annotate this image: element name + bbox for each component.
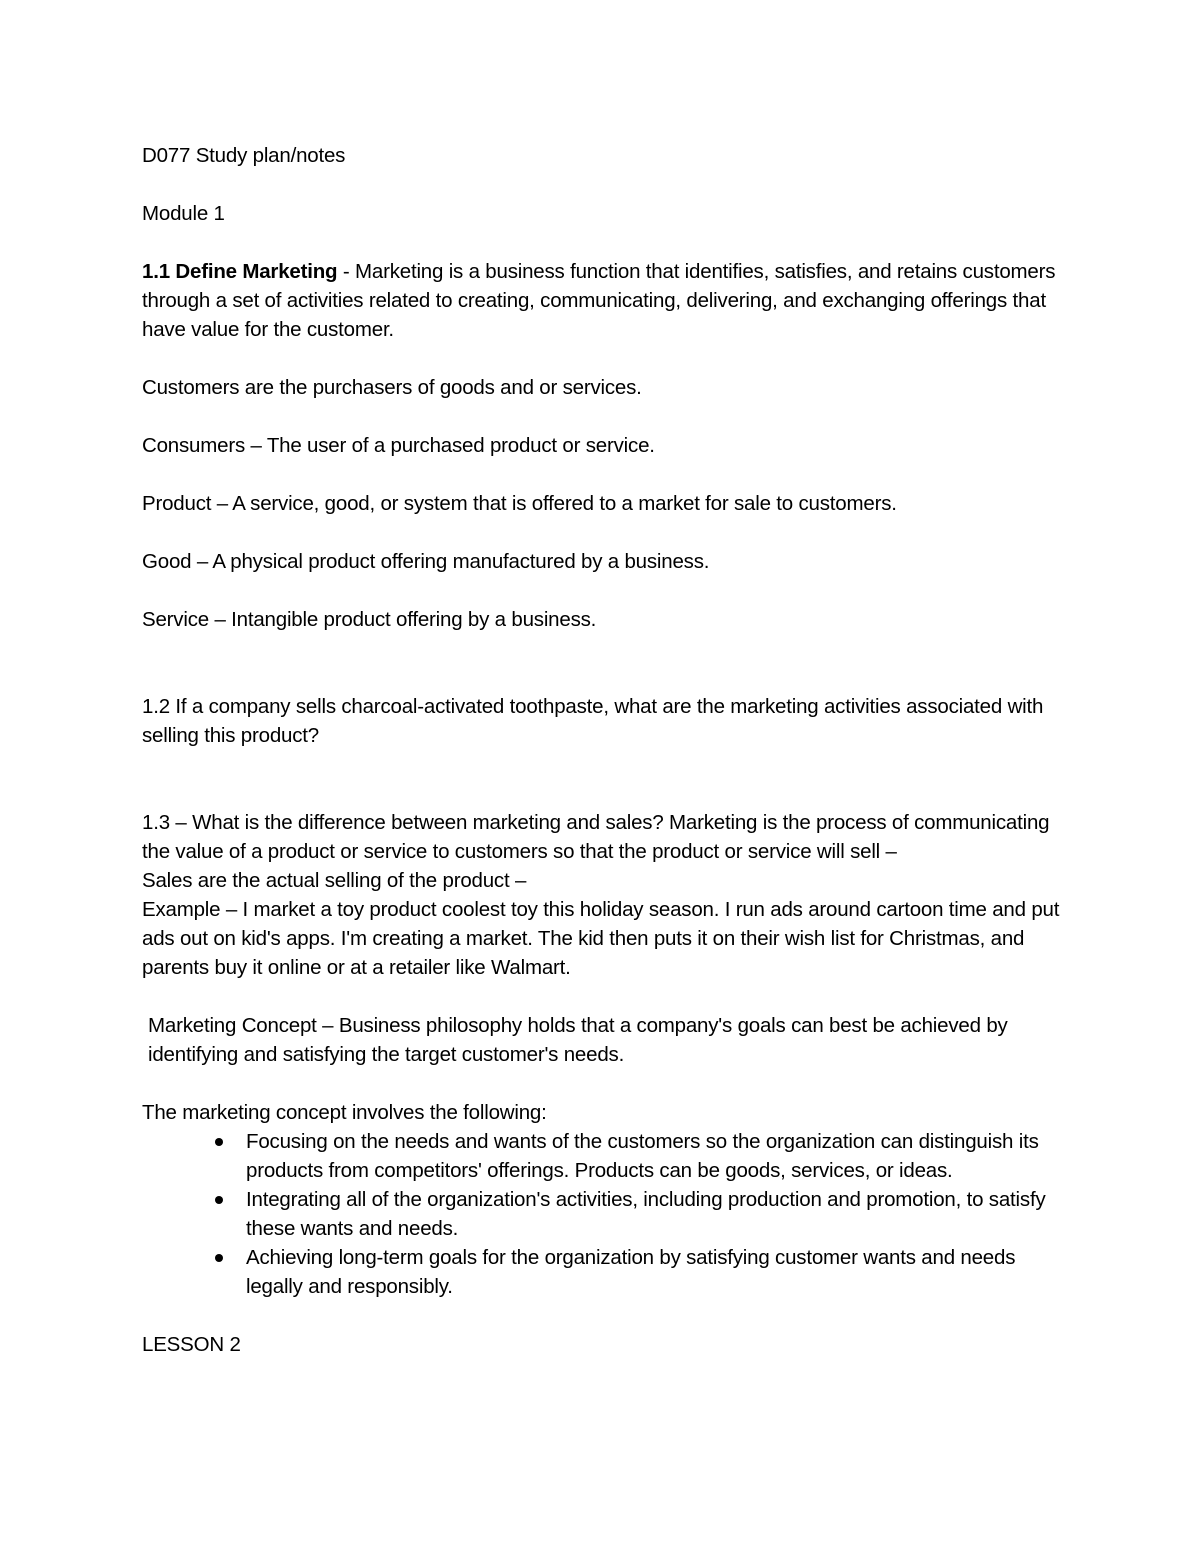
list-item-text: Integrating all of the organization's activities, including production and promotion, to satisfy these wants and needs.	[246, 1188, 1046, 1240]
bullet-icon	[215, 1254, 223, 1262]
section-1-2: 1.2 If a company sells charcoal-activated toothpaste, what are the marketing activities associated with selling this product?	[142, 695, 1044, 747]
concept-involves-intro: The marketing concept involves the following:	[142, 1101, 547, 1124]
module-heading: Module 1	[142, 202, 225, 225]
bullet-icon	[215, 1138, 223, 1146]
list-item	[142, 1243, 1072, 1301]
section-1-1-heading: 1.1 Define Marketing	[142, 260, 338, 283]
consumers-definition: Consumers – The user of a purchased product or service.	[142, 434, 655, 457]
section-1-1-text: - Marketing is a business function that identifies, satisfies, and retains customers through a set of activities related to creating, communicating, delivering, and exchanging offerings that have value for the customer.	[142, 260, 1056, 341]
customers-definition: Customers are the purchasers of goods and or services.	[142, 376, 642, 399]
lesson-2-heading: LESSON 2	[142, 1333, 241, 1356]
list-item	[142, 1185, 1072, 1243]
example-paragraph: Example – I market a toy product coolest toy this holiday season. I run ads around cartoon time and put ads out on kid's apps. I'm creating a market. The kid then puts it on their wish list for Christmas, and parents buy it online or at a retailer like Walmart.	[142, 898, 1060, 979]
list-item-text: Achieving long-term goals for the organization by satisfying customer wants and needs legally and responsibly.	[246, 1246, 1016, 1298]
product-definition: Product – A service, good, or system that is offered to a market for sale to customers.	[142, 492, 897, 515]
concept-bullet-list	[142, 1127, 1072, 1301]
section-1-1	[142, 257, 1072, 344]
document-body	[142, 141, 1072, 1359]
good-definition: Good – A physical product offering manufactured by a business.	[142, 550, 710, 573]
sales-definition: Sales are the actual selling of the product –	[142, 869, 527, 892]
bullet-icon	[215, 1196, 223, 1204]
service-definition: Service – Intangible product offering by a business.	[142, 608, 597, 631]
document-title: D077 Study plan/notes	[142, 144, 346, 167]
marketing-concept-definition: Marketing Concept – Business philosophy holds that a company's goals can best be achieved by identifying and satisfying the target customer's needs.	[148, 1014, 1008, 1066]
list-item	[142, 1127, 1072, 1185]
section-1-3: 1.3 – What is the difference between marketing and sales? Marketing is the process of communicating the value of a product or service to customers so that the product or service will sell –	[142, 811, 1050, 863]
list-item-text: Focusing on the needs and wants of the customers so the organization can distinguish its products from competitors' offerings. Products can be goods, services, or ideas.	[246, 1130, 1039, 1182]
